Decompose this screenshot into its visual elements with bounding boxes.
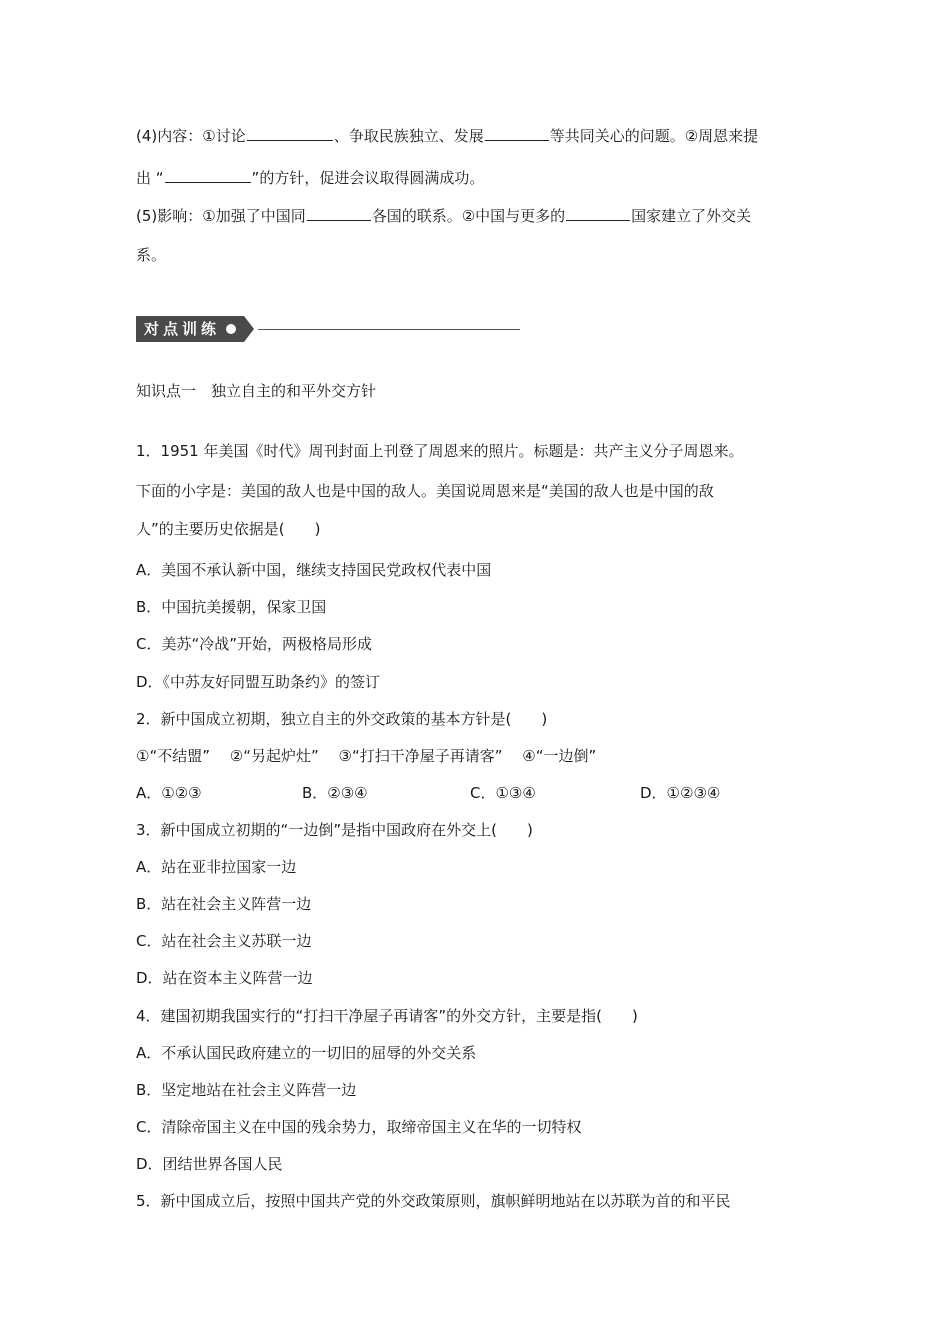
section-tag bbox=[136, 316, 244, 342]
question-1-stem: 人”的主要历史依据是( ) bbox=[136, 520, 321, 538]
fill-line-impact: (5)影响：①加强了中国同 各国的联系。②中国与更多的 国家建立了外交关 bbox=[136, 204, 751, 227]
fill-line-end: 系。 bbox=[136, 246, 167, 264]
answer-blank[interactable] bbox=[307, 204, 371, 221]
question-3-option-a[interactable]: A．站在亚非拉国家一边 bbox=[136, 858, 297, 876]
question-2-items: ①“不结盟” ②“另起炉灶” ③“打扫干净屋子再请客” ④“一边倒” bbox=[136, 747, 597, 765]
question-2-stem: 2．新中国成立初期，独立自主的外交政策的基本方针是( ) bbox=[136, 710, 548, 728]
question-2-option-c[interactable]: C．①③④ bbox=[470, 784, 536, 802]
question-1-option-a[interactable]: A．美国不承认新中国，继续支持国民党政权代表中国 bbox=[136, 561, 492, 579]
knowledge-point-heading: 知识点一 独立自主的和平外交方针 bbox=[136, 382, 377, 400]
question-2-option-b[interactable]: B．②③④ bbox=[302, 784, 368, 802]
question-2-option-a[interactable]: A．①②③ bbox=[136, 784, 202, 802]
question-1-option-c[interactable]: C．美苏“冷战”开始，两极格局形成 bbox=[136, 635, 373, 653]
question-4-stem: 4．建国初期我国实行的“打扫干净屋子再请客”的外交方针，主要是指( ) bbox=[136, 1007, 638, 1025]
question-4-option-b[interactable]: B．坚定地站在社会主义阵营一边 bbox=[136, 1081, 357, 1099]
question-3-option-d[interactable]: D．站在资本主义阵营一边 bbox=[136, 969, 313, 987]
answer-blank[interactable] bbox=[247, 124, 333, 141]
question-4-option-d[interactable]: D．团结世界各国人民 bbox=[136, 1155, 283, 1173]
question-1-stem: 1．1951 年美国《时代》周刊封面上刊登了周恩来的照片。标题是：共产主义分子周恩来。 bbox=[136, 442, 744, 460]
question-4-option-a[interactable]: A．不承认国民政府建立的一切旧的屈辱的外交关系 bbox=[136, 1044, 477, 1062]
question-4-option-c[interactable]: C．清除帝国主义在中国的残余势力，取缔帝国主义在华的一切特权 bbox=[136, 1118, 582, 1136]
question-3-option-b[interactable]: B．站在社会主义阵营一边 bbox=[136, 895, 312, 913]
answer-blank[interactable] bbox=[566, 204, 630, 221]
question-1-stem: 下面的小字是：美国的敌人也是中国的敌人。美国说周恩来是“美国的敌人也是中国的敌 bbox=[136, 482, 714, 500]
question-1-option-d[interactable]: D．《中苏友好同盟互助条约》的签订 bbox=[136, 673, 381, 691]
question-3-option-c[interactable]: C．站在社会主义苏联一边 bbox=[136, 932, 312, 950]
answer-blank[interactable] bbox=[485, 124, 549, 141]
answer-blank[interactable] bbox=[165, 166, 251, 183]
question-1-option-b[interactable]: B．中国抗美援朝，保家卫国 bbox=[136, 598, 327, 616]
section-divider bbox=[258, 329, 520, 330]
question-3-stem: 3．新中国成立初期的“一边倒”是指中国政府在外交上( ) bbox=[136, 821, 533, 839]
section-header bbox=[136, 316, 520, 342]
tag-arrow-icon bbox=[244, 316, 254, 342]
question-2-options bbox=[136, 782, 816, 804]
question-5-stem: 5．新中国成立后，按照中国共产党的外交政策原则，旗帜鲜明地站在以苏联为首的和平民 bbox=[136, 1192, 731, 1210]
fill-line-policy: 出 “ ”的方针，促进会议取得圆满成功。 bbox=[136, 166, 484, 189]
fill-line-content: (4)内容：①讨论 、争取民族独立、发展 等共同关心的问题。②周恩来提 bbox=[136, 124, 758, 147]
question-2-option-d[interactable]: D．①②③④ bbox=[640, 784, 721, 802]
bullet-dot-icon bbox=[226, 324, 236, 334]
section-title: 对点训练 bbox=[144, 320, 221, 338]
